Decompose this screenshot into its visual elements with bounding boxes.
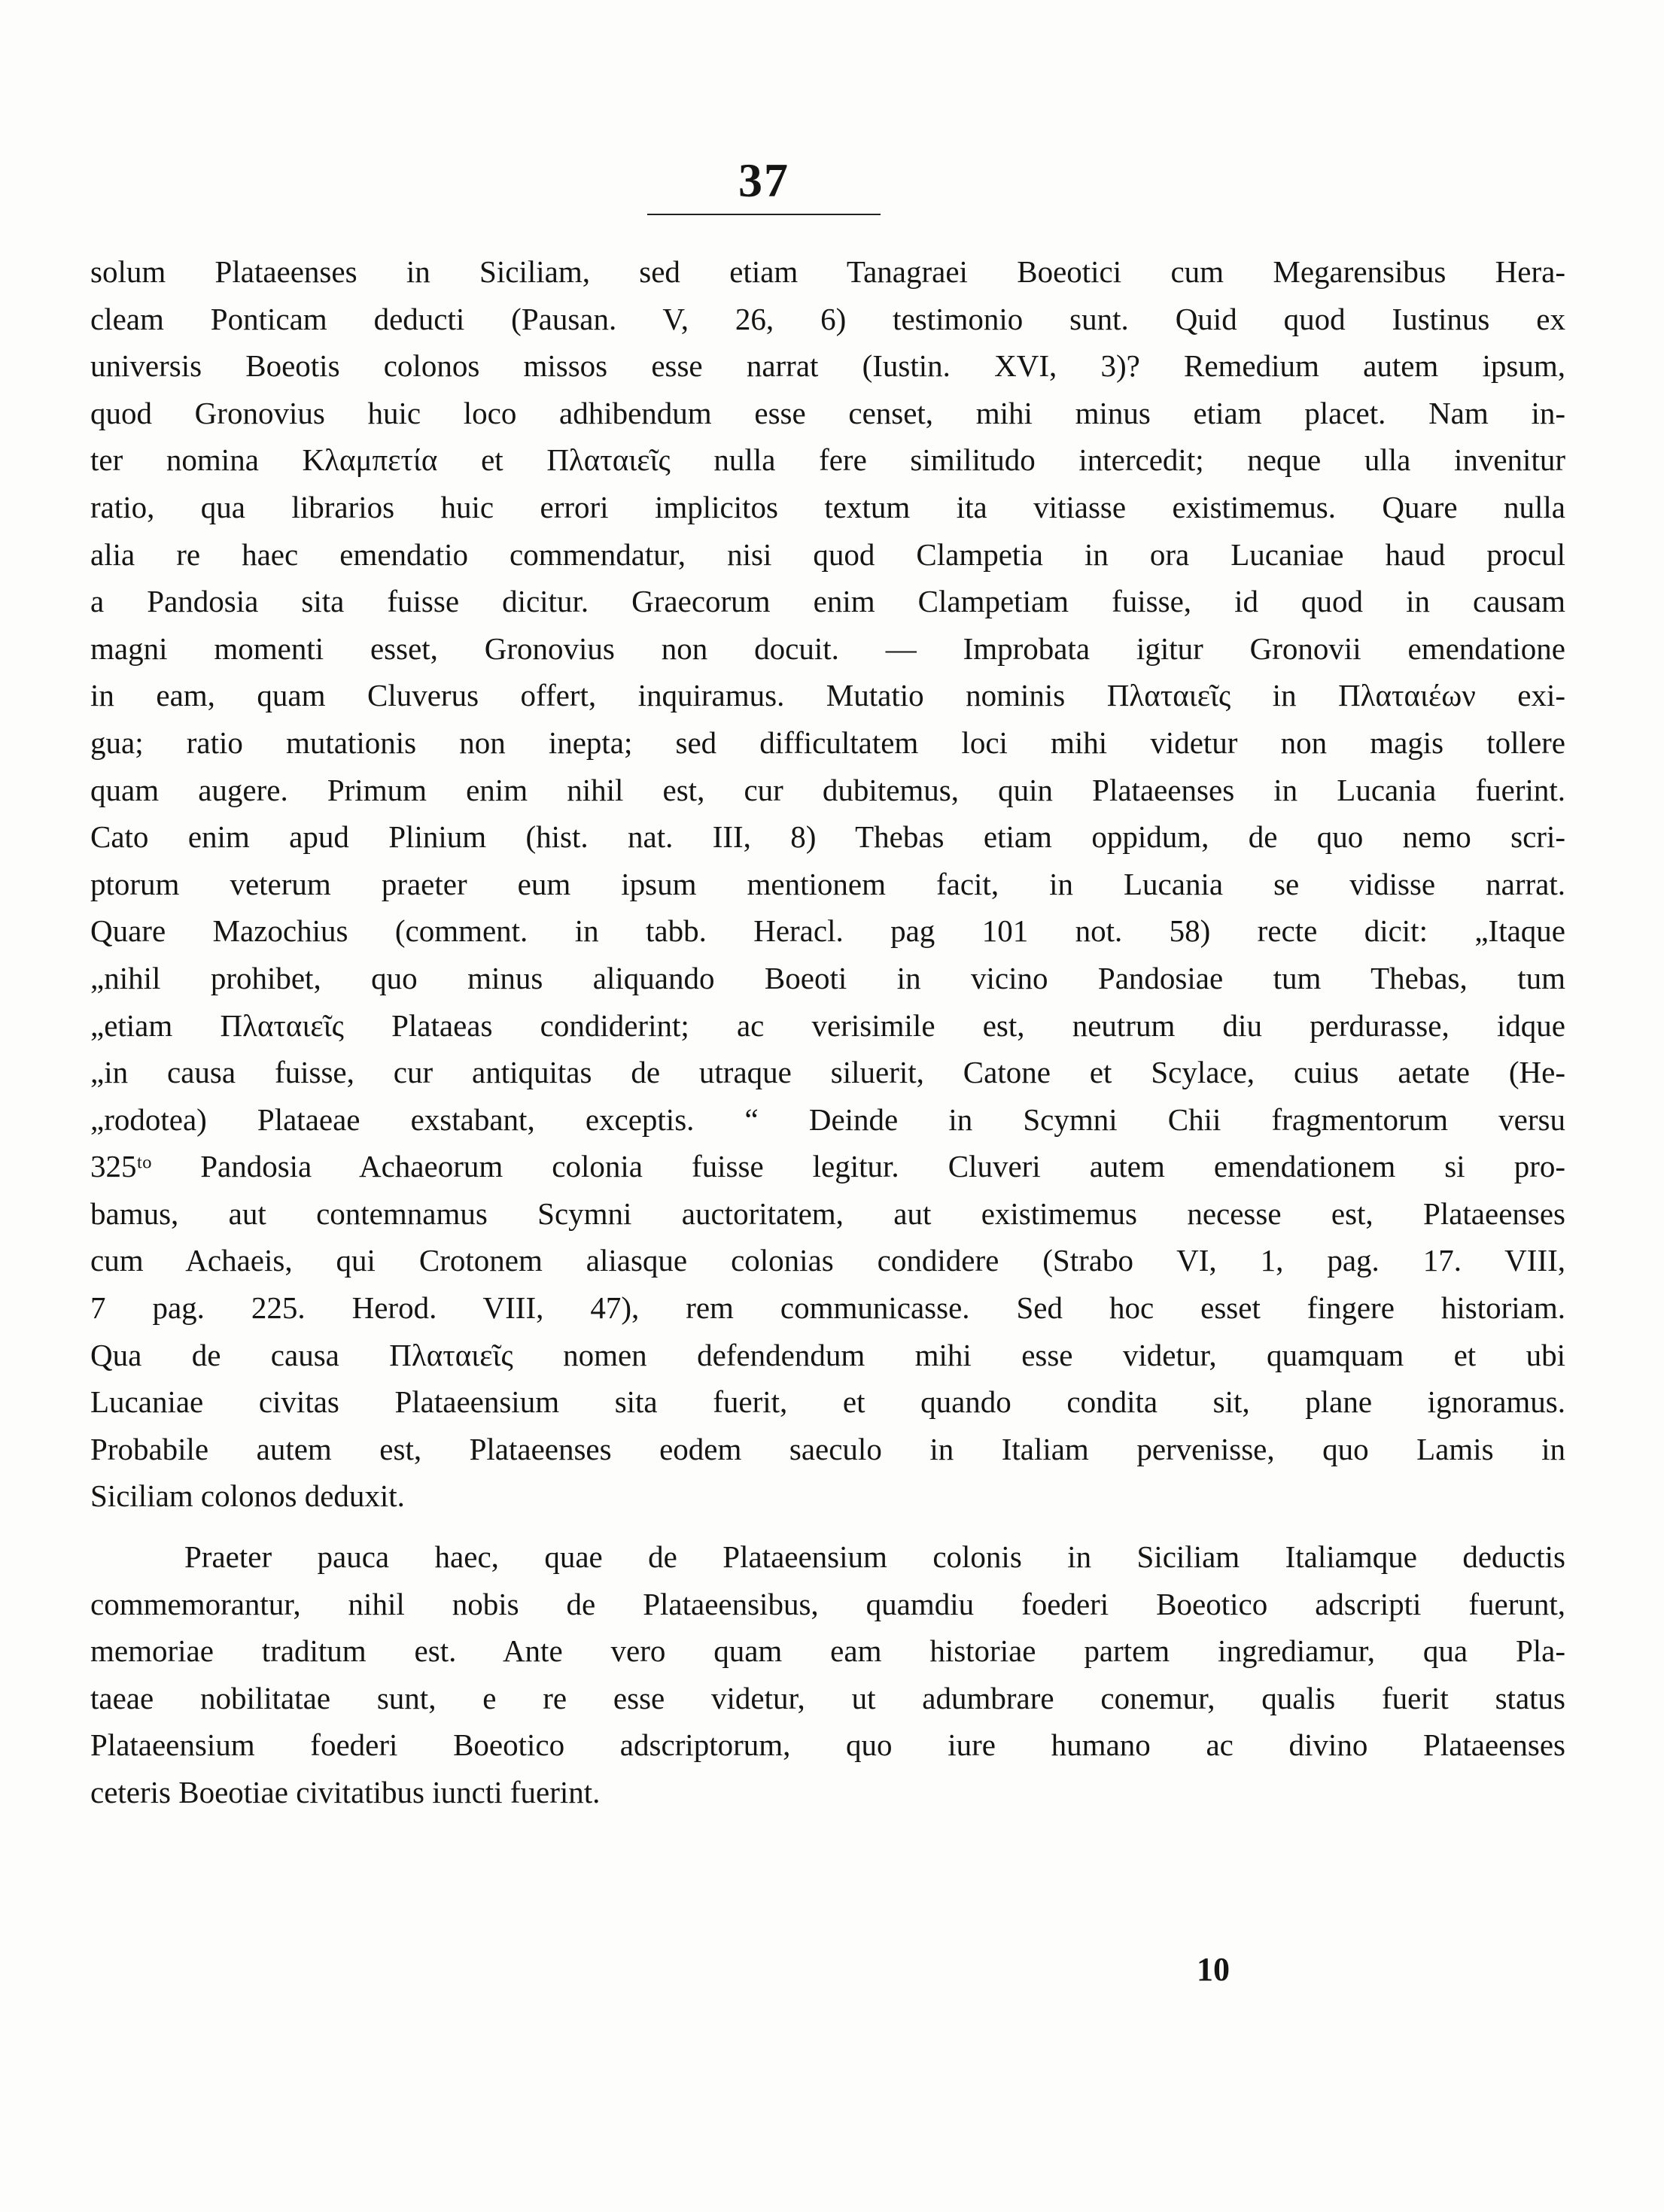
text-line: gua; ratio mutationis non inepta; sed difficultatem loci mihi videtur non magis tollere (90, 725, 1565, 760)
text-line: ratio, qua librarios huic errori implicitos textum ita vitiasse existimemus. Quare nulla (90, 489, 1565, 524)
text-line: 325ᵗᵒ Pandosia Achaeorum colonia fuisse legitur. Cluveri autem emendationem si pro- (90, 1149, 1565, 1184)
text-line: Probabile autem est, Plataeenses eodem saeculo in Italiam pervenisse, quo Lamis in (90, 1431, 1565, 1466)
text-line: quod Gronovius huic loco adhibendum esse censet, mihi minus etiam placet. Nam in- (90, 395, 1565, 430)
text-line: Siciliam colonos deduxit. (90, 1478, 405, 1514)
page-header (647, 150, 881, 215)
signature-mark: 10 (1197, 1951, 1230, 1988)
text-line: ceteris Boeotiae civitatibus iuncti fuerint. (90, 1775, 601, 1809)
text-line: cum Achaeis, qui Crotonem aliasque colonias condidere (Strabo VI, 1, pag. 17. VIII, (90, 1243, 1565, 1278)
text-line: universis Boeotis colonos missos esse narrat (Iustin. XVI, 3)? Remedium autem ipsum, (90, 348, 1565, 384)
text-line: „etiam Πλαταιεῖς Plataeas condiderint; ac verisimile est, neutrum diu perdurasse, idque (90, 1007, 1565, 1043)
text-line: a Pandosia sita fuisse dicitur. Graecorum enim Clampetiam fuisse, id quod in causam (90, 584, 1565, 619)
text-line: Quare Mazochius (comment. in tabb. Heracl. pag 101 not. 58) recte dicit: „Itaque (90, 913, 1565, 949)
text-line: taeae nobilitatae sunt, e re esse videtur, ut adumbrare conemur, qualis fuerit status (90, 1680, 1565, 1715)
text-line: magni momenti esset, Gronovius non docuit. — Improbata igitur Gronovii emendatione (90, 630, 1565, 666)
text-line: „in causa fuisse, cur antiquitas de utraque siluerit, Catone et Scylace, cuius aetate (He- (90, 1055, 1565, 1090)
text-line: memoriae traditum est. Ante vero quam eam historiae partem ingrediamur, qua Pla- (90, 1633, 1565, 1669)
text-line: Plataeensium foederi Boeotico adscriptorum, quo iure humano ac divino Plataeenses (90, 1727, 1565, 1763)
paragraph-gap (90, 1520, 1565, 1533)
header-rule (647, 214, 881, 215)
text-line: ter nomina Κλαμπετία et Πλαταιεῖς nulla fere similitudo intercedit; neque ulla invenitur (90, 442, 1565, 478)
text-line: „rodotea) Plataeae exstabant, exceptis. “ Deinde in Scymni Chii fragmentorum versu (90, 1101, 1565, 1137)
page-number: 37 (738, 153, 789, 207)
body-text (90, 248, 1565, 1816)
text-line: in eam, quam Cluverus offert, inquiramus. Mutatio nominis Πλαταιεῖς in Πλαταιέων exi- (90, 678, 1565, 713)
text-line: Lucaniae civitas Plataeensium sita fuerit, et quando condita sit, plane ignoramus. (90, 1384, 1565, 1420)
text-line: commemorantur, nihil nobis de Plataeensibus, quamdiu foederi Boeotico adscripti fuerunt, (90, 1586, 1565, 1621)
text-line: Praeter pauca haec, quae de Plataeensium colonis in Siciliam Italiamque deductis (184, 1539, 1565, 1575)
paragraph-2 (90, 1533, 1565, 1816)
text-line: Qua de causa Πλαταιεῖς nomen defendendum mihi esse videtur, quamquam et ubi (90, 1337, 1565, 1372)
text-line: ptorum veterum praeter eum ipsum mentionem facit, in Lucania se vidisse narrat. (90, 866, 1565, 901)
text-line: 7 pag. 225. Herod. VIII, 47), rem communicasse. Sed hoc esset fingere historiam. (90, 1290, 1565, 1326)
text-line: „nihil prohibet, quo minus aliquando Boeoti in vicino Pandosiae tum Thebas, tum (90, 960, 1565, 995)
paragraph-1 (90, 248, 1565, 1520)
text-line: Cato enim apud Plinium (hist. nat. III, 8) Thebas etiam oppidum, de quo nemo scri- (90, 819, 1565, 855)
text-line: alia re haec emendatio commendatur, nisi quod Clampetia in ora Lucaniae haud procul (90, 536, 1565, 572)
text-line: bamus, aut contemnamus Scymni auctoritatem, aut existimemus necesse est, Plataeenses (90, 1196, 1565, 1231)
text-line: solum Plataeenses in Siciliam, sed etiam Tanagraei Boeotici cum Megarensibus Hera- (90, 254, 1565, 289)
text-line: quam augere. Primum enim nihil est, cur dubitemus, quin Plataeenses in Lucania fuerint. (90, 772, 1565, 807)
text-line: cleam Ponticam deducti (Pausan. V, 26, 6) testimonio sunt. Quid quod Iustinus ex (90, 301, 1565, 336)
